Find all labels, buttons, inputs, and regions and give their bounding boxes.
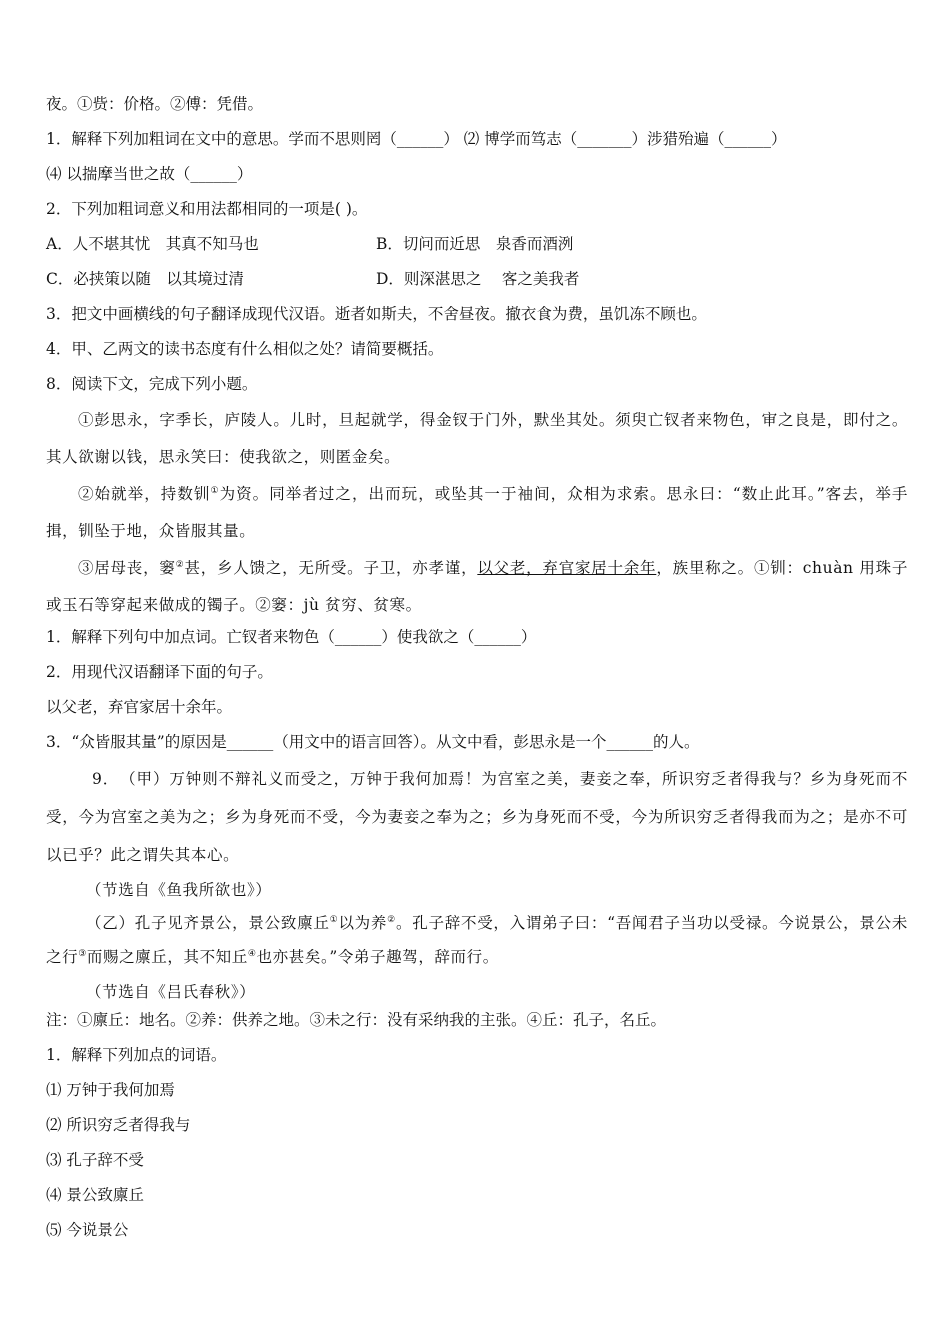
passage-paragraph xyxy=(46,550,908,624)
passage-text: ，族里称之。①钏：chuàn 用珠子或玉石等穿起来做成的镯子。②窭：jù 贫穷、贫寒。 xyxy=(46,559,908,614)
footnote-mark: ④ xyxy=(247,948,257,959)
text-line: 夜。①赀：价格。②傅：凭借。 xyxy=(46,95,264,113)
passage-text: 甚，乡人馈之，无所受。子卫，亦孝谨， xyxy=(184,559,478,577)
sub-question: ⑸ 今说景公 xyxy=(46,1221,129,1239)
question-line: 1．解释下列加点的词语。 xyxy=(46,1046,227,1064)
option-c: C．必挟策以随 以其境过清 xyxy=(46,270,244,288)
passage-paragraph: 9． （甲）万钟则不辩礼义而受之，万钟于我何加焉！为宫室之美，妻妾之奉，所识穷乏者得我与？乡为身死而不受，今为宫室之美为之；乡为身死而不受，今为妻妾之奉为之；乡为身死而不受，今为所识穷乏者得我而为之；是亦不可以已乎？此之谓失其本心。 xyxy=(46,770,908,864)
question-line: 1．解释下列加粗词在文中的意思。学而不思则罔（______） ⑵ 博学而笃志（_______）涉猎殆遍（______） xyxy=(46,130,787,148)
passage-paragraph: ①彭思永，字季长，庐陵人。儿时，旦起就学，得金钗于门外，默坐其处。须臾亡钗者来物色，审之良是，即付之。其人欲谢以钱，思永笑曰：使我欲之，则匿金矣。 xyxy=(46,411,908,466)
footnote-mark: ① xyxy=(210,485,220,496)
question-line: 以父老，弃官家居十余年。 xyxy=(46,698,233,716)
footnote-mark: ③ xyxy=(78,948,87,959)
options-row xyxy=(46,234,908,254)
source-note: （节选自《鱼我所欲也》） xyxy=(86,881,272,899)
sub-question: ⑴ 万钟于我何加焉 xyxy=(46,1081,175,1099)
passage-text: （乙）孔子见齐景公，景公致廪丘 xyxy=(86,914,330,932)
passage-paragraph xyxy=(46,906,908,974)
underlined-sentence: 以父老，弃官家居十余年 xyxy=(477,559,657,577)
passage-text: 。孔子辞不受，入谓弟子曰：“吾闻君子当功以受禄。今说景公，景公未之行 xyxy=(46,914,908,966)
passage-text: 以为养 xyxy=(338,914,388,932)
footnote-mark: ② xyxy=(387,914,396,925)
passage-text: 而赐之廪丘，其不知丘 xyxy=(86,948,248,966)
passage-paragraph xyxy=(46,476,908,550)
footnote-mark: ② xyxy=(175,559,185,570)
question-line: 2．用现代汉语翻译下面的句子。 xyxy=(46,663,273,681)
sub-question: ⑷ 景公致廪丘 xyxy=(46,1186,144,1204)
question-line: 3．把文中画横线的句子翻译成现代汉语。逝者如斯夫，不舍昼夜。撤衣食为费，虽饥冻不顾也。 xyxy=(46,305,707,323)
passage-text: 也亦甚矣。”令弟子趣驾，辞而行。 xyxy=(256,948,499,966)
question-heading: 8．阅读下文，完成下列小题。 xyxy=(46,375,258,393)
question-line: ⑷ 以揣摩当世之故（______） xyxy=(46,165,253,183)
options-row xyxy=(46,269,908,289)
question-line: 1．解释下列句中加点词。亡钗者来物色（______）使我欲之（______） xyxy=(46,628,537,646)
sub-question: ⑵ 所识穷乏者得我与 xyxy=(46,1116,191,1134)
passage-text: ②始就举，持数钏 xyxy=(78,485,211,503)
footnote-mark: ① xyxy=(329,914,339,925)
passage-text: 为资。同举者过之，出而玩，或坠其一于袖间，众相为求索。思永曰：“数止此耳。”客去，举手揖，钏坠于地，众皆服其量。 xyxy=(46,485,908,540)
footnote-line: 注：①廪丘：地名。②养：供养之地。③未之行：没有采纳我的主张。④丘：孔子，名丘。 xyxy=(46,1011,667,1029)
sub-question: ⑶ 孔子辞不受 xyxy=(46,1151,144,1169)
passage-text: ③居母丧，窭 xyxy=(78,559,176,577)
question-line: 4．甲、乙两文的读书态度有什么相似之处？请简要概括。 xyxy=(46,340,444,358)
source-note: （节选自《吕氏春秋》） xyxy=(86,983,256,1001)
option-d: D．则深湛思之 客之美我者 xyxy=(376,270,580,288)
question-line: 2．下列加粗词意义和用法都相同的一项是( )。 xyxy=(46,200,368,218)
document-page xyxy=(46,94,908,1255)
option-b: B．切问而近思 泉香而酒洌 xyxy=(376,235,574,253)
question-line: 3．“众皆服其量”的原因是______（用文中的语言回答）。从文中看，彭思永是一个______的人。 xyxy=(46,733,700,751)
option-a: A．人不堪其忧 其真不知马也 xyxy=(46,235,259,253)
